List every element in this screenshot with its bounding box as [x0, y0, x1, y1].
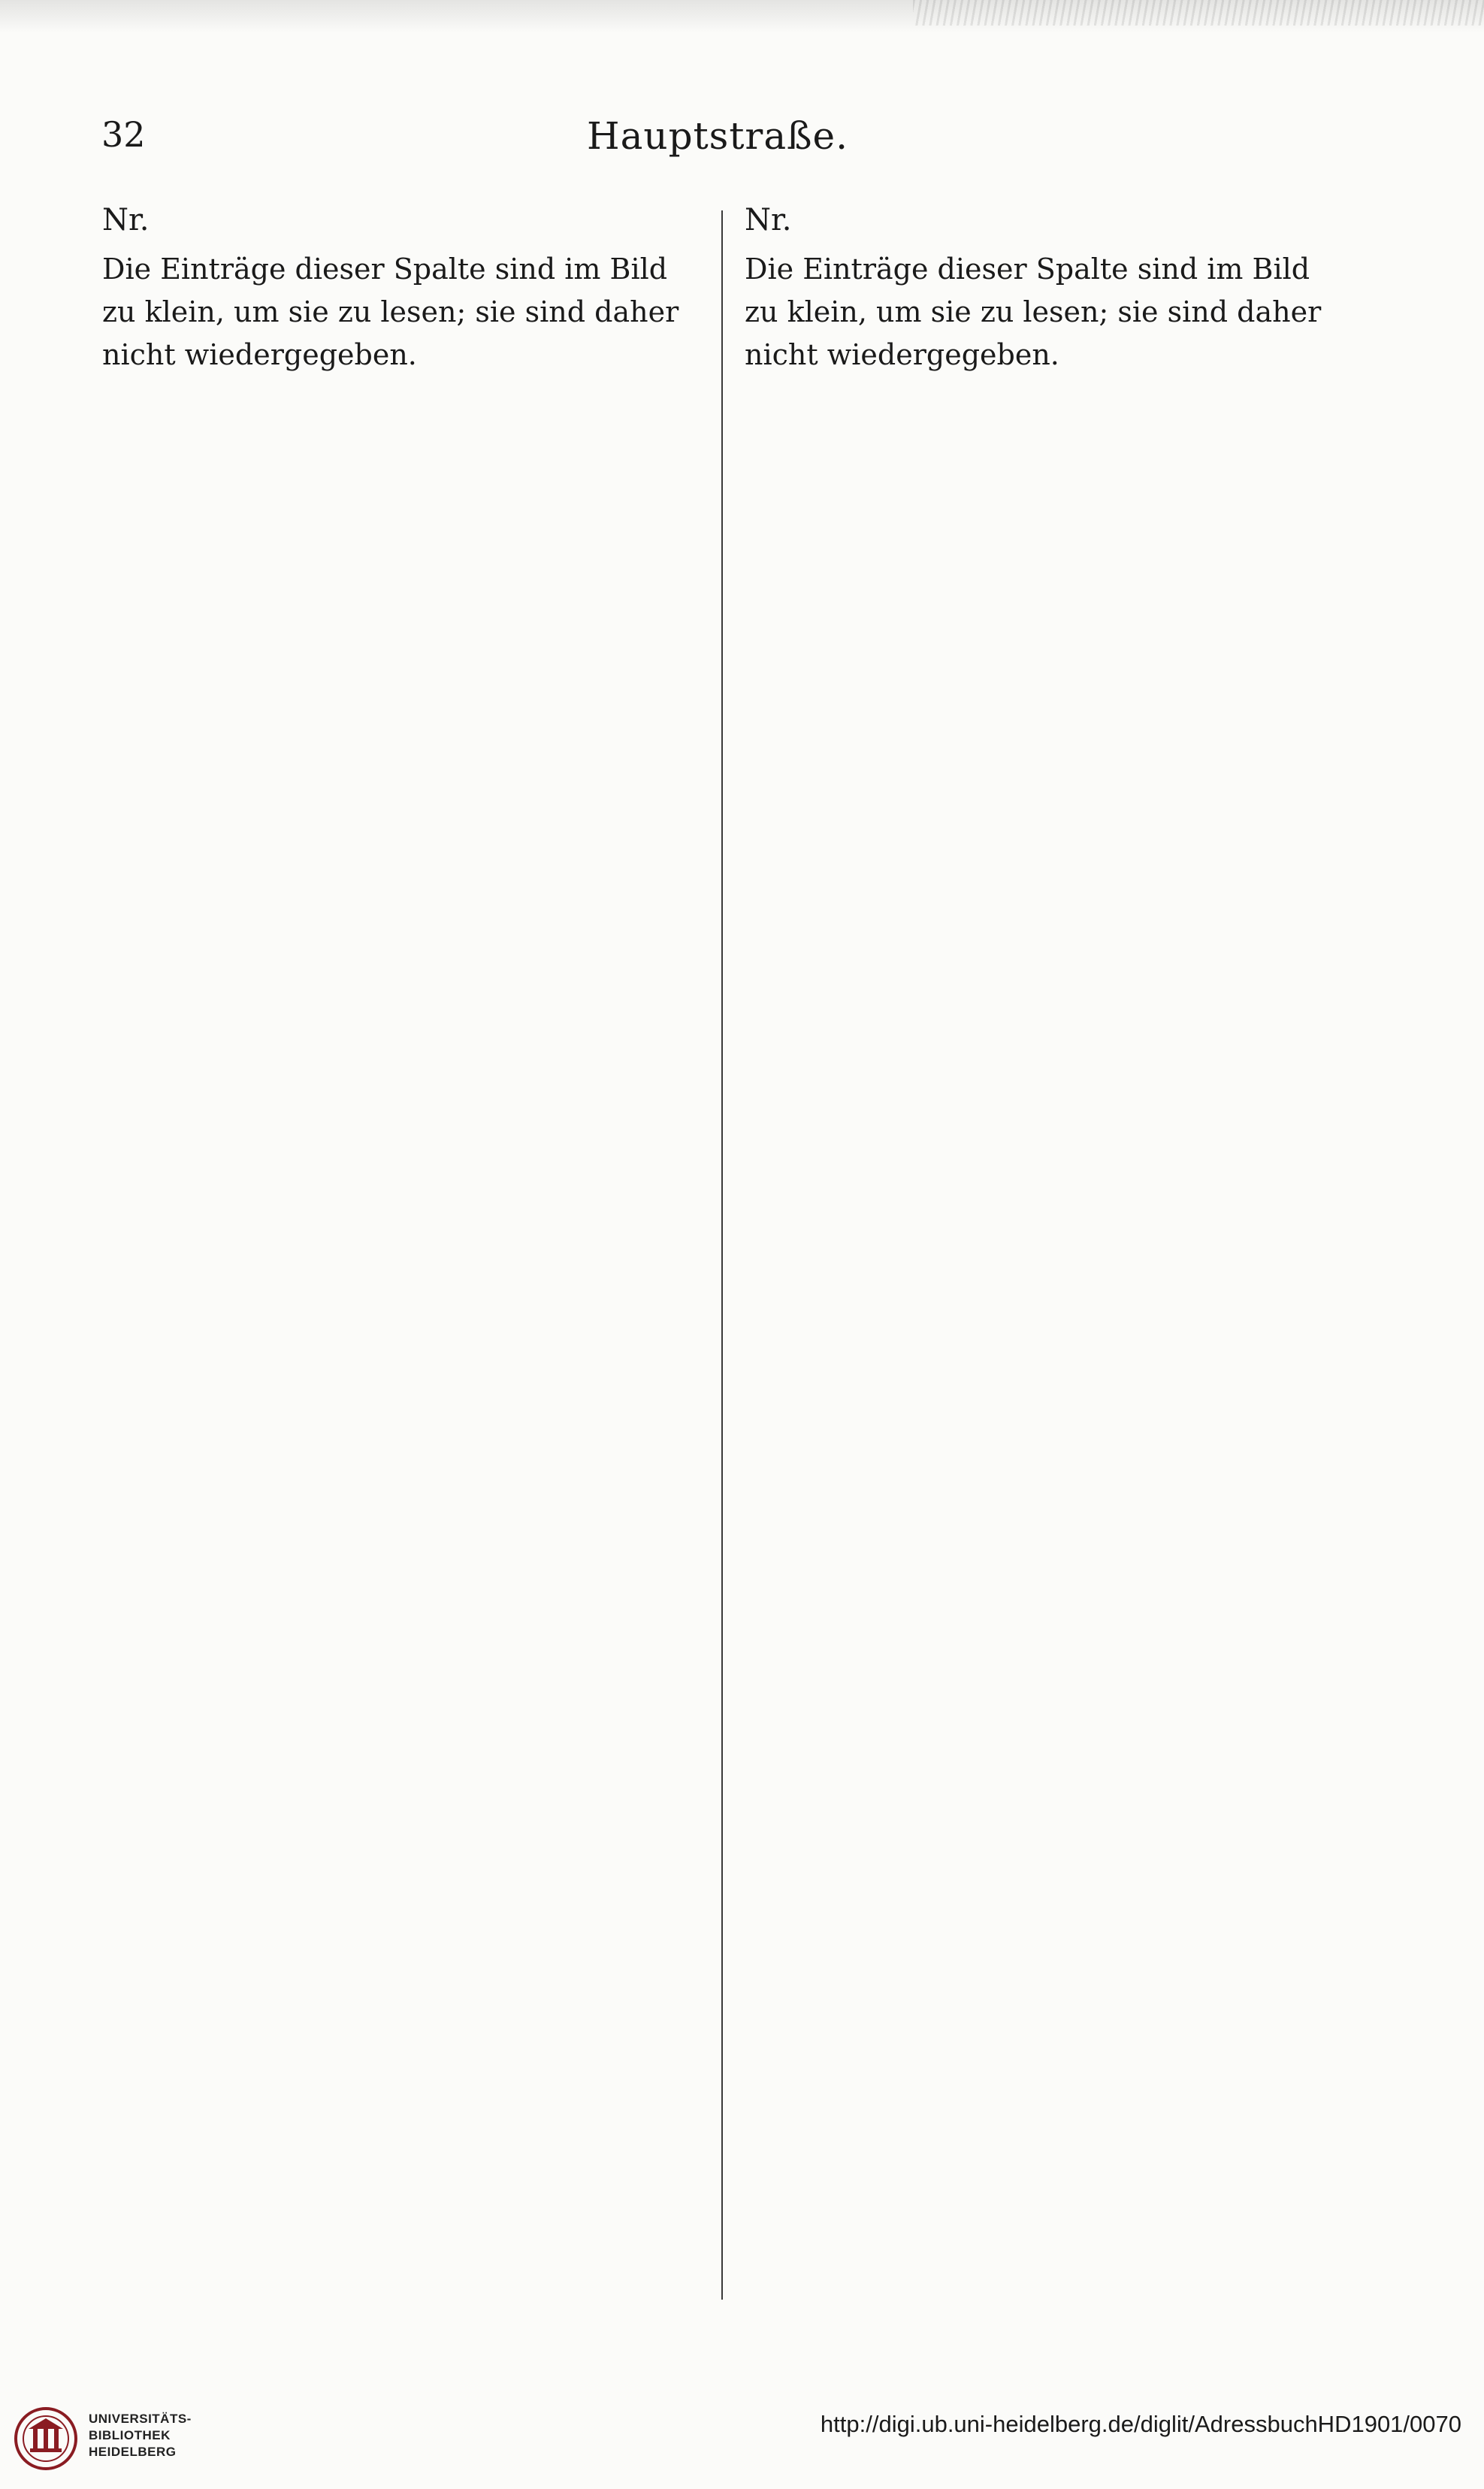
column-notice: Die Einträge dieser Spalte sind im Bild zu klein, um sie zu lesen; sie sind daher nicht wiedergegeben. [102, 253, 679, 371]
scan-edge-speckle [913, 0, 1484, 26]
directory-columns [98, 203, 1368, 2300]
source-url-link[interactable]: http://digi.ub.uni-heidelberg.de/diglit/AdressbuchHD1901/0070 [820, 2411, 1461, 2437]
page-header [101, 114, 1334, 174]
right-column [740, 203, 1334, 2300]
left-column [98, 203, 691, 2300]
column-head-nr: Nr. [745, 203, 792, 237]
column-divider [721, 210, 723, 2300]
column-head-nr: Nr. [102, 203, 150, 237]
logo-line: HEIDELBERG [89, 2445, 177, 2459]
page-footer [0, 2390, 1484, 2489]
running-title: Hauptstraße. [586, 114, 849, 158]
logo-line: UNIVERSITÄTS- [89, 2412, 192, 2426]
library-logo[interactable] [14, 2396, 216, 2478]
column-notice: Die Einträge dieser Spalte sind im Bild zu klein, um sie zu lesen; sie sind daher nicht wiedergegeben. [745, 253, 1322, 371]
page-number: 32 [101, 114, 146, 155]
library-logo-text [89, 2411, 192, 2460]
logo-line: BIBLIOTHEK [89, 2428, 171, 2442]
library-seal-icon [14, 2406, 78, 2471]
